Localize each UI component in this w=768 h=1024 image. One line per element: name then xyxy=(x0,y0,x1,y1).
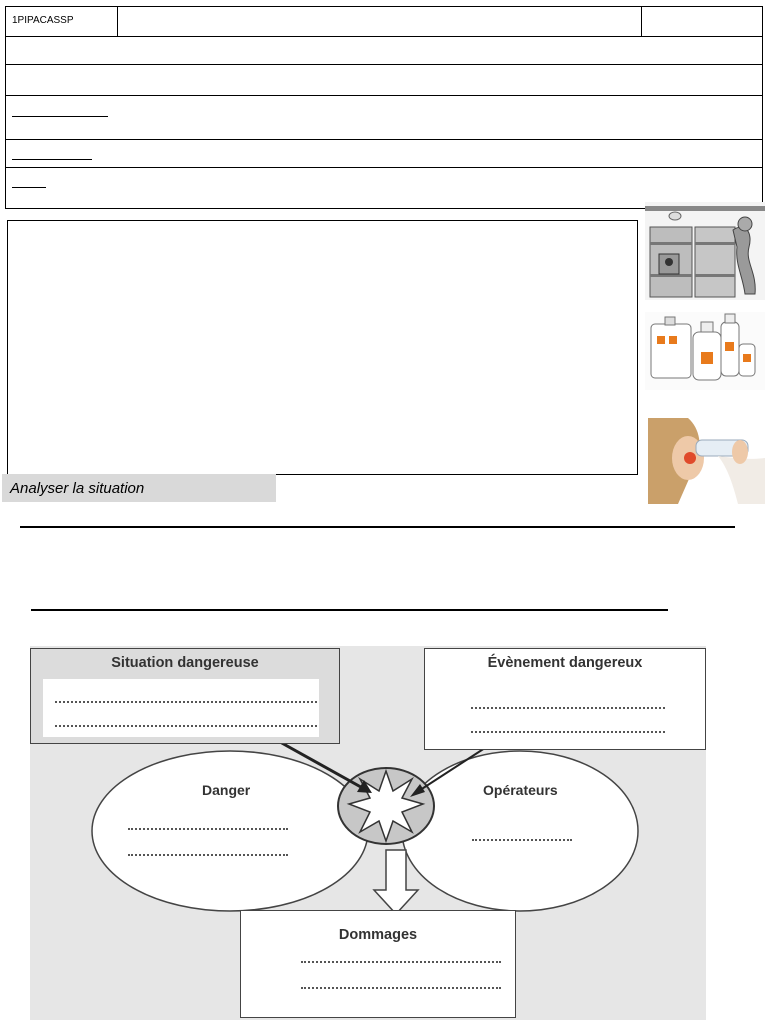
situation-text-frame[interactable] xyxy=(7,220,638,475)
section-heading: Analyser la situation xyxy=(10,480,145,497)
label-underline-2 xyxy=(12,159,92,160)
header-date-cell[interactable] xyxy=(641,6,763,37)
danger-title: Danger xyxy=(202,782,251,798)
answer-line-2[interactable] xyxy=(31,609,668,611)
section-heading-bar xyxy=(2,474,276,502)
evenement-dotted-line-2[interactable] xyxy=(471,731,665,733)
header-title-cell[interactable] xyxy=(117,6,642,37)
bottles-image xyxy=(645,312,765,390)
person-inhaling-image xyxy=(648,418,765,504)
header-row-3[interactable] xyxy=(5,64,763,96)
operateurs-dotted-line-1[interactable] xyxy=(472,839,572,841)
danger-ellipse xyxy=(92,751,368,911)
situation-dangereuse-title: Situation dangereuse xyxy=(111,655,259,671)
class-code: 1PIPACASSP xyxy=(12,15,74,26)
operateurs-title: Opérateurs xyxy=(483,782,558,798)
header-row-2[interactable] xyxy=(5,36,763,65)
danger-dotted-line-1[interactable] xyxy=(128,828,288,830)
operateurs-ellipse xyxy=(402,751,638,911)
header-code-cell xyxy=(5,6,118,37)
label-underline-3 xyxy=(12,187,46,188)
risk-diagram xyxy=(30,646,706,1020)
evenement-dangereux-title: Évènement dangereux xyxy=(487,655,643,671)
info-row-2[interactable] xyxy=(5,139,763,168)
info-row-1[interactable] xyxy=(5,95,763,140)
situation-dangereuse-box xyxy=(30,648,340,744)
evenement-dotted-line-1[interactable] xyxy=(471,707,665,709)
situation-dotted-line-1[interactable] xyxy=(55,701,317,703)
answer-line-1[interactable] xyxy=(20,526,735,528)
danger-dotted-line-2[interactable] xyxy=(128,854,288,856)
dommages-box xyxy=(240,910,516,1018)
dommages-dotted-line-2[interactable] xyxy=(301,987,501,989)
evenement-dangereux-box xyxy=(424,648,706,750)
dommages-title: Dommages xyxy=(338,927,418,943)
situation-dotted-line-2[interactable] xyxy=(55,725,317,727)
dommages-dotted-line-1[interactable] xyxy=(301,961,501,963)
label-underline-1 xyxy=(12,116,108,117)
barrels-image xyxy=(645,202,765,300)
